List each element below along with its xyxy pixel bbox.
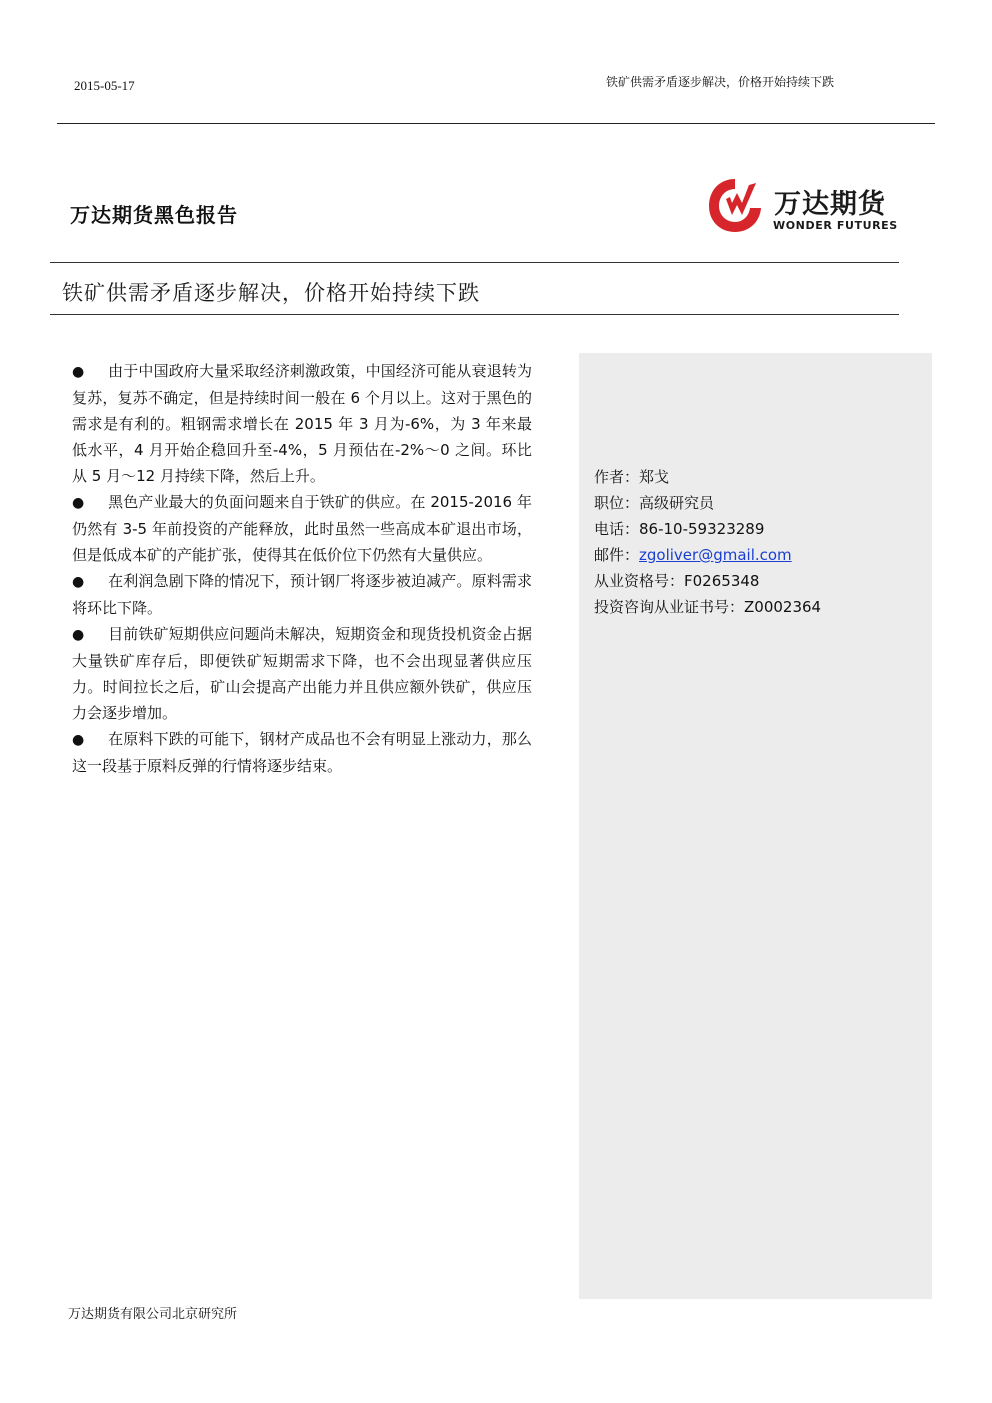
wonder-futures-logo-icon bbox=[706, 175, 764, 235]
bullet-item: ● 黑色产业最大的负面问题来自于铁矿的供应。在 2015-2016 年仍然有 3-5 年前投资的产能释放，此时虽然一些高成本矿退出市场，但是低成本矿的产能扩张，使得其在低价位下仍然有大量供应。 bbox=[72, 489, 532, 568]
title-top-rule bbox=[50, 262, 899, 263]
bullet-item: ● 在利润急剧下降的情况下，预计钢厂将逐步被迫减产。原料需求将环比下降。 bbox=[72, 568, 532, 621]
author-name: 郑戈 bbox=[639, 468, 670, 486]
bullet-icon: ● bbox=[72, 574, 85, 590]
author-name-line: 作者：郑戈 bbox=[594, 468, 670, 486]
author-phone-line: 电话：86-10-59323289 bbox=[594, 520, 765, 538]
author-position: 高级研究员 bbox=[639, 494, 715, 512]
company-logo bbox=[706, 175, 916, 235]
author-advisory-line: 投资咨询从业证书号：Z0002364 bbox=[594, 598, 822, 616]
author-info bbox=[594, 464, 821, 620]
bullet-icon: ● bbox=[72, 495, 85, 511]
report-series-title: 万达期货黑色报告 bbox=[70, 203, 238, 227]
bullet-item: ● 目前铁矿短期供应问题尚未解决，短期资金和现货投机资金占据大量铁矿库存后，即便铁矿短期需求下降，也不会出现显著供应压力。时间拉长之后，矿山会提高产出能力并且供应额外铁矿，供应压力会逐步增加。 bbox=[72, 621, 532, 726]
bullet-icon: ● bbox=[72, 364, 85, 380]
bullet-icon: ● bbox=[72, 627, 85, 643]
author-phone: 86-10-59323289 bbox=[639, 520, 765, 538]
header-date: 2015-05-17 bbox=[74, 78, 135, 93]
bullet-item: ● 在原料下跌的可能下，钢材产成品也不会有明显上涨动力，那么这一段基于原料反弹的行情将逐步结束。 bbox=[72, 726, 532, 779]
logo-name-en: WONDER FUTURES bbox=[773, 219, 898, 232]
author-position-line: 职位：高级研究员 bbox=[594, 494, 715, 512]
author-email-link[interactable]: zgoliver@gmail.com bbox=[639, 546, 792, 564]
document-title: 铁矿供需矛盾逐步解决，价格开始持续下跌 bbox=[62, 281, 480, 305]
footer-company: 万达期货有限公司北京研究所 bbox=[68, 1307, 238, 1322]
author-email-line: 邮件：zgoliver@gmail.com bbox=[594, 546, 792, 564]
title-bottom-rule bbox=[50, 314, 899, 315]
author-qualification: F0265348 bbox=[684, 572, 760, 590]
header-running-title: 铁矿供需矛盾逐步解决，价格开始持续下跌 bbox=[606, 75, 835, 89]
author-qualification-line: 从业资格号：F0265348 bbox=[594, 572, 760, 590]
bullet-icon: ● bbox=[72, 732, 85, 748]
header-divider bbox=[57, 123, 935, 124]
logo-name-cn: 万达期货 bbox=[774, 189, 886, 220]
author-advisory: Z0002364 bbox=[744, 598, 822, 616]
bullet-item: ● 由于中国政府大量采取经济刺激政策，中国经济可能从衰退转为复苏，复苏不确定，但是持续时间一般在 6 个月以上。这对于黑色的需求是有利的。粗钢需求增长在 2015 年 3 月为-6%，为 3 年来最低水平，4 月开始企稳回升至-4%，5 月预估在-2%～0 之间。环比从 5 月～12 月持续下降，然后上升。 bbox=[72, 358, 532, 489]
summary-bullets bbox=[72, 358, 532, 779]
